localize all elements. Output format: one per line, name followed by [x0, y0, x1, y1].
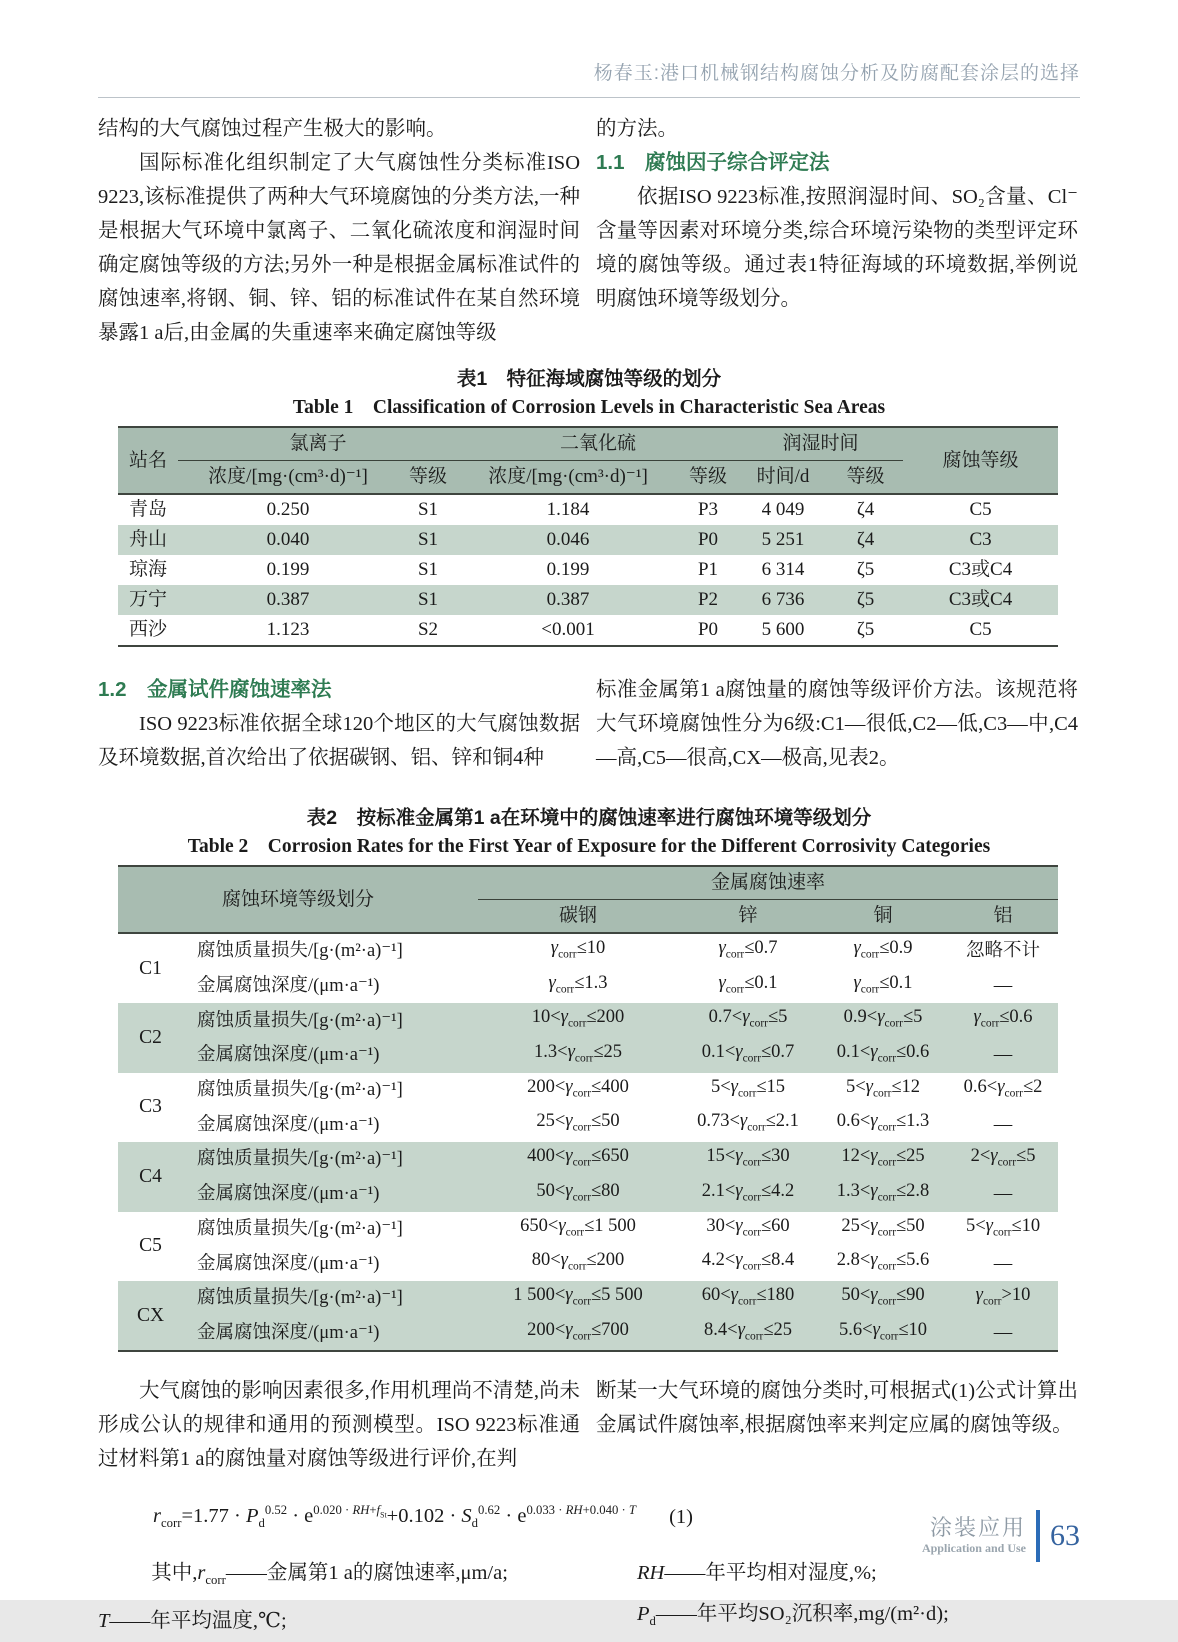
- table-cell: $10<\gamma_{corr}\le 200$: [531, 1007, 625, 1031]
- table-row: [118, 585, 1058, 615]
- table-cell: S2: [417, 619, 439, 640]
- table-row: [118, 1142, 1058, 1177]
- table-cell: S1: [417, 559, 439, 580]
- table-cell: 6 736: [761, 589, 805, 610]
- table-cell: —: [993, 1322, 1013, 1343]
- t1-sub-level: 等级: [689, 466, 728, 487]
- equation-expression: $r_{corr}=1.77 \cdot P_d^{0.52} \cdot e^{0.020 \cdot RH+f_{St}}+0.102 \cdot S_d^{0.62} \cdot e^{0.033 \cdot RH+0.040 \cdot T}$: [153, 1503, 636, 1531]
- table-cell: C3: [969, 529, 992, 550]
- table-cell: P1: [697, 559, 719, 580]
- t2-row-label: 腐蚀质量损失/[g·(m²·a)⁻¹]: [197, 1288, 403, 1309]
- t1-col-corrosion: 腐蚀等级: [942, 449, 1019, 471]
- t1-sub-concentration: 浓度/[mg·(cm³·d)⁻¹]: [488, 466, 648, 487]
- t2-category: C4: [139, 1165, 162, 1187]
- t1-sub-concentration: 浓度/[mg·(cm³·d)⁻¹]: [208, 466, 368, 487]
- table1: [118, 426, 1058, 647]
- section-1-2-paragraph: ISO 9223标准依据全球120个地区的大气腐蚀数据及环境数据,首次给出了依据碳钢、铝、锌和铜4种: [98, 713, 580, 769]
- table-cell: $0.1<\gamma_{corr}\le 0.6$: [836, 1042, 930, 1065]
- t2-row-label: 金属腐蚀深度/(μm·a⁻¹): [197, 976, 380, 997]
- intro-paragraph: 结构的大气腐蚀过程产生极大的影响。: [98, 118, 447, 140]
- table-cell: $25<\gamma_{corr}\le 50$: [536, 1111, 620, 1135]
- table1-header: [118, 427, 1058, 494]
- table-cell: 忽略不计: [966, 941, 1041, 962]
- table-cell: $50<\gamma_{corr}\le 90$: [841, 1284, 925, 1308]
- table-cell: 5 251: [761, 529, 805, 550]
- t2-row-label: 金属腐蚀深度/(μm·a⁻¹): [197, 1253, 380, 1274]
- table2-header: [118, 866, 1058, 933]
- table-cell: $\gamma_{corr}\le 0.7$: [718, 938, 778, 961]
- table-cell: $5.6<\gamma_{corr}\le 10$: [839, 1319, 927, 1343]
- closing-right-column: [596, 1374, 1078, 1476]
- table-cell: 6 314: [761, 559, 805, 580]
- table-row: [118, 1316, 1058, 1352]
- table-cell: P3: [697, 499, 719, 520]
- table-cell: $0.7<\gamma_{corr}\le 5$: [708, 1007, 788, 1031]
- t2-category: C1: [139, 957, 162, 979]
- section-1-2-heading: 1.2 金属试件腐蚀速率法: [98, 678, 332, 701]
- table-cell: $50<\gamma_{corr}\le 80$: [536, 1180, 620, 1204]
- running-head: 杨春玉:港口机械钢结构腐蚀分析及防腐配套涂层的选择: [98, 0, 1080, 98]
- table-cell: $5<\gamma_{corr}\le 10$: [965, 1215, 1041, 1239]
- table-cell: —: [993, 1253, 1013, 1274]
- table-cell: <0.001: [541, 619, 595, 640]
- definition-item: 其中$,r_{corr}——$金属第1 a的腐蚀速率,μm/a;: [151, 1562, 508, 1588]
- table-cell: $5<\gamma_{corr}\le 12$: [845, 1076, 921, 1100]
- table2-title-cn: 表2 按标准金属第1 a在环境中的腐蚀速率进行腐蚀环境等级划分: [306, 807, 872, 829]
- t1-sub-time: 时间/d: [756, 466, 810, 487]
- table-cell: —: [993, 1114, 1013, 1135]
- table-cell: C5: [969, 499, 992, 520]
- definition-item: RH——年平均相对湿度,%;: [637, 1562, 877, 1585]
- table-cell: $200<\gamma_{corr}\le 400$: [527, 1076, 629, 1100]
- table-cell: $60<\gamma_{corr}\le 180$: [701, 1284, 795, 1308]
- table-cell: ζ4: [856, 499, 875, 520]
- intro-right-column: [596, 112, 1078, 350]
- table-cell: 1.123: [266, 619, 310, 640]
- table-cell: $0.1<\gamma_{corr}\le 0.7$: [701, 1042, 795, 1065]
- table-cell: P2: [697, 589, 719, 610]
- table-cell: 1 $500<\gamma_{corr}\le 5$ 500: [513, 1284, 643, 1308]
- table-row: [118, 1038, 1058, 1073]
- footer-divider: [1036, 1510, 1040, 1562]
- equation-1: [153, 1490, 693, 1543]
- table-cell: $0.6<\gamma_{corr}\le 2$: [963, 1076, 1043, 1100]
- table-row: [118, 555, 1058, 585]
- t1-cell-station: 西沙: [128, 619, 167, 640]
- section-1-2: [98, 673, 1080, 775]
- t1-group-wetness: 润湿时间: [738, 427, 903, 461]
- table-cell: 0.046: [546, 529, 590, 550]
- closing-paragraph: 大气腐蚀的影响因素很多,作用机理尚不清楚,尚未形成公认的规律和通用的预测模型。ISO 9223标准通过材料第1 a的腐蚀量对腐蚀等级进行评价,在判: [98, 1380, 580, 1471]
- table-cell: 0.250: [266, 499, 310, 520]
- closing-left-column: [98, 1374, 580, 1476]
- t2-row-label: 腐蚀质量损失/[g·(m²·a)⁻¹]: [197, 1080, 403, 1101]
- closing-section: [98, 1374, 1080, 1476]
- t1-col-station: 站名: [128, 449, 167, 471]
- definitions-left-column: [98, 1553, 580, 1642]
- section-1-1-heading: 1.1 腐蚀因子综合评定法: [596, 151, 830, 174]
- table-cell: $4.2<\gamma_{corr}\le 8.4$: [701, 1250, 795, 1273]
- t2-category: C2: [139, 1027, 162, 1049]
- table-cell: P0: [697, 619, 719, 640]
- table-cell: 0.199: [546, 559, 590, 580]
- t1-cell-station: 舟山: [128, 529, 167, 550]
- table-cell: 1.184: [546, 499, 590, 520]
- table-cell: S1: [417, 529, 439, 550]
- table-cell: —: [993, 1184, 1013, 1205]
- table-row: [118, 615, 1058, 646]
- table-cell: C3或C4: [948, 559, 1013, 580]
- table-cell: ζ5: [856, 619, 875, 640]
- table-row: [118, 1281, 1058, 1316]
- table-cell: $12<\gamma_{corr}\le 25$: [841, 1146, 925, 1169]
- t1-cell-station: 青岛: [128, 499, 167, 520]
- intro-left-column: [98, 112, 580, 350]
- table-cell: 5 600: [761, 619, 805, 640]
- t1-group-so2: 二氧化硫: [458, 427, 738, 461]
- t2-row-label: 金属腐蚀深度/(μm·a⁻¹): [197, 1184, 380, 1205]
- table-cell: C3或C4: [948, 589, 1013, 610]
- t2-category: C5: [139, 1235, 162, 1257]
- table-cell: —: [993, 976, 1013, 997]
- table-cell: $8.4<\gamma_{corr}\le 25$: [704, 1319, 792, 1343]
- table-row: [118, 1107, 1058, 1142]
- table-row: [118, 1246, 1058, 1281]
- t2-head-rate: 金属腐蚀速率: [478, 866, 1058, 900]
- table-cell: $2.1<\gamma_{corr}\le 4.2$: [701, 1180, 795, 1204]
- t2-head-category: 腐蚀环境等级划分: [222, 888, 375, 910]
- table-cell: $\gamma_{corr}\le 10$: [550, 938, 606, 961]
- table-cell: $15<\gamma_{corr}\le 30$: [706, 1146, 790, 1169]
- intro-paragraph: 的方法。: [596, 118, 678, 140]
- table-cell: $1.3<\gamma_{corr}\le 25$: [534, 1042, 622, 1065]
- table-cell: $2<\gamma_{corr}\le 5$: [970, 1146, 1036, 1169]
- table-cell: P0: [697, 529, 719, 550]
- section-1-2-paragraph: 标准金属第1 a腐蚀量的腐蚀等级评价方法。该规范将大气环境腐蚀性分为6级:C1—很低,C2—低,C3—中,C4—高,C5—很高,CX—极高,见表2。: [596, 679, 1078, 769]
- table2-title-en: Table 2 Corrosion Rates for the First Year of Exposure for the Different Corrosivity Categories: [187, 836, 991, 857]
- t1-sub-level: 等级: [409, 466, 448, 487]
- table2: [118, 865, 1058, 1352]
- table-cell: $0.9<\gamma_{corr}\le 5$: [843, 1007, 923, 1031]
- table-cell: $2.8<\gamma_{corr}\le 5.6$: [836, 1250, 930, 1273]
- t2-category: CX: [136, 1304, 165, 1326]
- table-cell: 0.040: [266, 529, 310, 550]
- table-cell: 0.199: [266, 559, 310, 580]
- table-cell: $0.6<\gamma_{corr}\le 1.3$: [836, 1111, 930, 1135]
- table-cell: $\gamma_{corr}\le 0.6$: [973, 1007, 1033, 1031]
- t2-row-label: 腐蚀质量损失/[g·(m²·a)⁻¹]: [197, 1218, 403, 1239]
- t2-head-metal-zinc: 锌: [738, 905, 758, 926]
- table-cell: —: [993, 1045, 1013, 1066]
- table-cell: $0.73<\gamma_{corr}\le 2.1$: [697, 1111, 799, 1135]
- table1-title-en: Table 1 Classification of Corrosion Levels in Characteristic Sea Areas: [292, 397, 886, 418]
- table-row: [118, 1073, 1058, 1108]
- table-cell: $\gamma_{corr}>10$: [975, 1284, 1031, 1308]
- section-1-1-paragraph: 依据ISO 9223标准,按照润湿时间、SO₂含量、Cl⁻含量等因素对环境分类,综合环境污染物的类型评定环境的腐蚀等级。通过表1特征海域的环境数据,举例说明腐蚀环境等级划分。: [596, 186, 1078, 310]
- section-1-2-right-column: [596, 673, 1078, 775]
- table-cell: C5: [969, 619, 992, 640]
- t2-head-metal-aluminum: 铝: [993, 905, 1013, 926]
- table-cell: $650<\gamma_{corr}\le 1$ 500: [520, 1215, 636, 1239]
- intro-paragraph: 国际标准化组织制定了大气腐蚀性分类标准ISO 9223,该标准提供了两种大气环境腐蚀的分类方法,一种是根据大气环境中氯离子、二氧化硫浓度和润湿时间确定腐蚀等级的方法;另外一种是根据金属标准试件的腐蚀速率,将钢、铜、锌、铝的标准试件在某自然环境暴露1 a后,由金属的失重速率来确定腐蚀等级: [98, 152, 580, 344]
- table-cell: ζ4: [856, 529, 875, 550]
- journal-name: [922, 1516, 1026, 1556]
- t2-row-label: 金属腐蚀深度/(μm·a⁻¹): [197, 1114, 380, 1135]
- t2-category: C3: [139, 1096, 162, 1118]
- t2-row-label: 金属腐蚀深度/(μm·a⁻¹): [197, 1322, 380, 1343]
- table-cell: ζ5: [856, 559, 875, 580]
- table-row: [118, 969, 1058, 1004]
- intro-section: [98, 112, 1080, 350]
- page-number: 63: [1050, 1519, 1080, 1552]
- table-row: [118, 1212, 1058, 1247]
- table-row: [118, 494, 1058, 525]
- t2-head-metal-copper: 铜: [873, 905, 893, 926]
- table-row: [118, 525, 1058, 555]
- table-cell: S1: [417, 589, 439, 610]
- table-row: [118, 1177, 1058, 1212]
- table-cell: $400<\gamma_{corr}\le 650$: [527, 1146, 629, 1169]
- equation-number: (1): [669, 1505, 693, 1528]
- t1-cell-station: 琼海: [128, 559, 167, 580]
- t1-cell-station: 万宁: [128, 589, 167, 610]
- journal-footer: [922, 1510, 1080, 1562]
- table-cell: 0.387: [266, 589, 310, 610]
- t2-row-label: 腐蚀质量损失/[g·(m²·a)⁻¹]: [197, 1010, 403, 1031]
- definition-item: T——年平均温度,℃;: [98, 1610, 287, 1633]
- table-row: [118, 933, 1058, 969]
- definitions-section: [98, 1553, 1080, 1642]
- definition-item: $P_d——$年平均SO₂沉积率,mg/(m²·d);: [637, 1603, 949, 1629]
- table-cell: 0.387: [546, 589, 590, 610]
- t2-head-metal-steel: 碳钢: [559, 905, 598, 926]
- table-cell: $1.3<\gamma_{corr}\le 2.8$: [836, 1180, 930, 1204]
- definitions-right-column: [596, 1553, 1078, 1642]
- t1-group-chloride: 氯离子: [178, 427, 458, 461]
- closing-paragraph: 断某一大气环境的腐蚀分类时,可根据式(1)公式计算出金属试件腐蚀率,根据腐蚀率来判定应属的腐蚀等级。: [596, 1380, 1078, 1437]
- table-cell: $200<\gamma_{corr}\le 700$: [527, 1319, 629, 1343]
- table2-wrapper: [118, 865, 1060, 1352]
- table-cell: $\gamma_{corr}\le 0.1$: [718, 972, 778, 996]
- t2-row-label: 腐蚀质量损失/[g·(m²·a)⁻¹]: [197, 1149, 403, 1170]
- t2-row-label: 腐蚀质量损失/[g·(m²·a)⁻¹]: [197, 941, 403, 962]
- table-cell: $5<\gamma_{corr}\le 15$: [710, 1076, 786, 1100]
- section-1-2-left-column: [98, 673, 580, 775]
- table-cell: $25<\gamma_{corr}\le 50$: [841, 1215, 925, 1239]
- table-cell: 4 049: [761, 499, 805, 520]
- table1-title-cn: 表1 特征海域腐蚀等级的划分: [456, 368, 722, 390]
- table-row: [118, 1003, 1058, 1038]
- journal-name-cn: 涂装应用: [929, 1515, 1026, 1540]
- t1-sub-level: 等级: [846, 466, 885, 487]
- table-cell: S1: [417, 499, 439, 520]
- t2-row-label: 金属腐蚀深度/(μm·a⁻¹): [197, 1045, 380, 1066]
- journal-name-en: Application and Use: [921, 1541, 1026, 1555]
- table-cell: $30<\gamma_{corr}\le 60$: [706, 1215, 790, 1239]
- table-cell: $\gamma_{corr}\le 0.9$: [853, 938, 913, 961]
- table1-wrapper: [118, 426, 1060, 647]
- table-cell: $\gamma_{corr}\le 0.1$: [853, 972, 913, 996]
- table-cell: ζ5: [856, 589, 875, 610]
- table-cell: $80<\gamma_{corr}\le 200$: [531, 1250, 625, 1273]
- table-cell: $\gamma_{corr}\le 1.3$: [548, 972, 608, 996]
